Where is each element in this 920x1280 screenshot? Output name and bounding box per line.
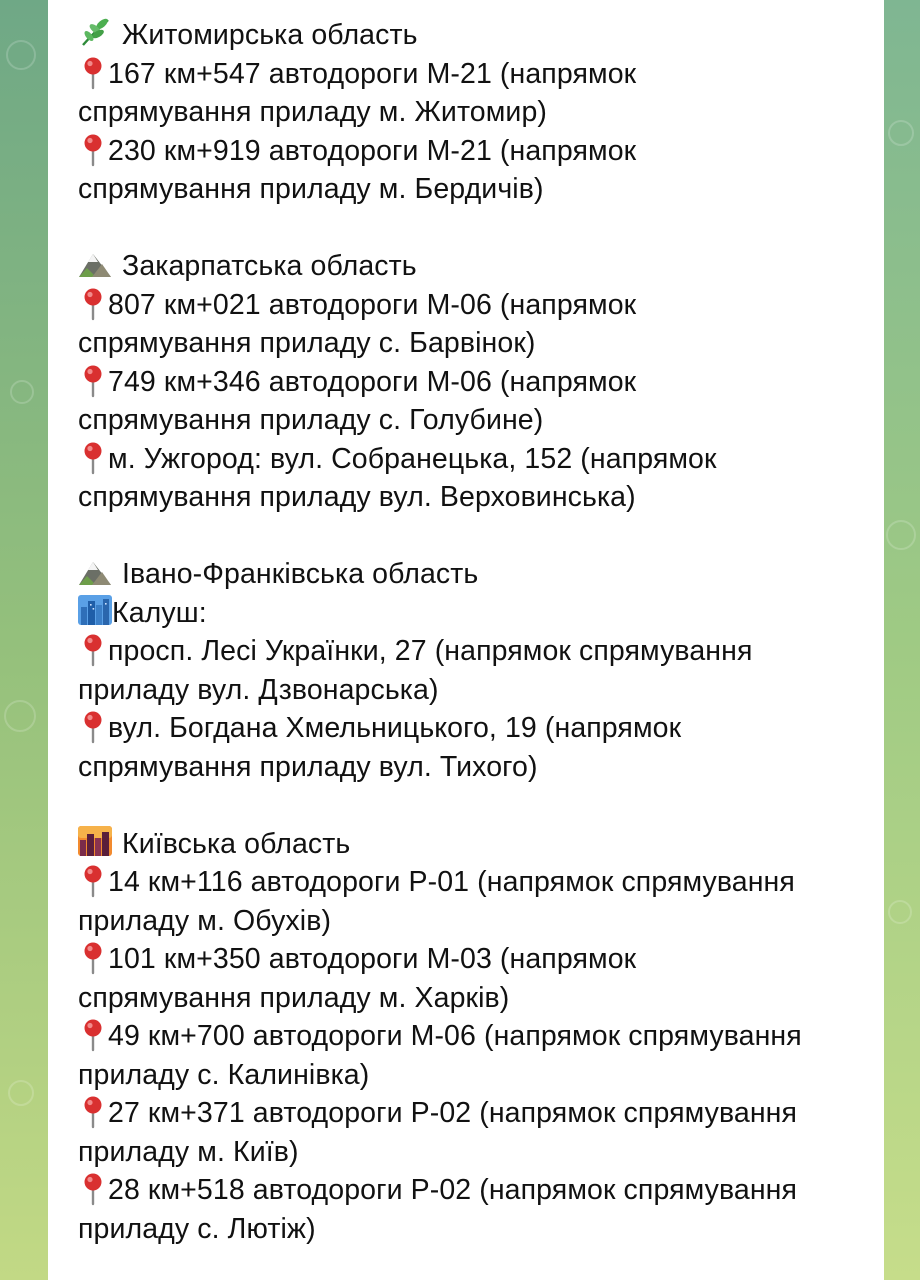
text-line xyxy=(78,1133,884,1172)
region-heading xyxy=(78,247,884,286)
text-line xyxy=(78,979,884,1018)
region-heading xyxy=(78,16,884,55)
round-pushpin-icon xyxy=(78,1172,108,1202)
wallpaper-doodle xyxy=(886,520,916,550)
line-text: 14 км+116 автодороги Р-01 (напрямок спрямування xyxy=(108,866,795,898)
text-line xyxy=(78,93,884,132)
region-section xyxy=(78,555,884,786)
camera-location-item xyxy=(78,863,884,902)
text-line xyxy=(78,671,884,710)
wallpaper-doodle xyxy=(6,40,36,70)
mountain-icon xyxy=(78,248,112,278)
camera-location-item xyxy=(78,132,884,171)
line-text: 49 км+700 автодороги М-06 (напрямок спрямування xyxy=(108,1020,802,1052)
camera-location-item xyxy=(78,709,884,748)
wallpaper-doodle xyxy=(8,1080,34,1106)
region-heading xyxy=(78,825,884,864)
region-section xyxy=(78,825,884,1249)
line-text: м. Ужгород: вул. Собранецька, 152 (напрямок xyxy=(108,442,717,475)
camera-location-item xyxy=(78,286,884,325)
line-text: Калуш: xyxy=(112,596,207,629)
round-pushpin-icon xyxy=(78,941,108,971)
region-section xyxy=(78,247,884,517)
region-title: Київська область xyxy=(122,827,351,860)
wallpaper-doodle xyxy=(10,380,34,404)
round-pushpin-icon xyxy=(78,633,108,663)
text-line xyxy=(78,902,884,941)
herb-icon xyxy=(78,17,112,47)
text-line xyxy=(78,1210,884,1249)
chat-wallpaper-right xyxy=(884,0,920,1280)
line-text: спрямування приладу с. Барвінок) xyxy=(78,327,536,359)
line-text: 230 км+919 автодороги М-21 (напрямок xyxy=(108,134,637,167)
round-pushpin-icon xyxy=(78,133,108,163)
text-line xyxy=(78,478,884,517)
line-text: спрямування приладу м. Бердичів) xyxy=(78,173,544,205)
line-text: вул. Богдана Хмельницького, 19 (напрямок xyxy=(108,712,682,744)
line-text: просп. Лесі Українки, 27 (напрямок спрямування xyxy=(108,635,753,667)
line-text: приладу м. Обухів) xyxy=(78,904,332,937)
region-title: Закарпатська область xyxy=(122,250,417,282)
line-text: 27 км+371 автодороги Р-02 (напрямок спрямування xyxy=(108,1097,798,1129)
camera-location-item xyxy=(78,55,884,94)
region-title: Івано-Франківська область xyxy=(122,558,479,590)
camera-location-item xyxy=(78,1017,884,1056)
camera-location-item xyxy=(78,1171,884,1210)
city-sunset-icon xyxy=(78,826,112,856)
text-line xyxy=(78,401,884,440)
line-text: спрямування приладу м. Харків) xyxy=(78,981,510,1014)
round-pushpin-icon xyxy=(78,56,108,86)
line-text: приладу с. Лютіж) xyxy=(78,1212,316,1245)
wallpaper-doodle xyxy=(888,900,912,924)
camera-location-item xyxy=(78,440,884,479)
line-text: 807 км+021 автодороги М-06 (напрямок xyxy=(108,288,637,321)
region-title: Житомирська область xyxy=(122,19,418,51)
text-line xyxy=(78,594,884,633)
line-text: приладу вул. Дзвонарська) xyxy=(78,673,439,706)
text-line xyxy=(78,170,884,209)
round-pushpin-icon xyxy=(78,1095,108,1125)
mountain-icon xyxy=(78,556,112,586)
line-text: 167 км+547 автодороги М-21 (напрямок xyxy=(108,57,637,90)
region-heading xyxy=(78,555,884,594)
line-text: спрямування приладу м. Житомир) xyxy=(78,96,547,128)
camera-location-item xyxy=(78,940,884,979)
text-line xyxy=(78,1056,884,1095)
line-text: приладу м. Київ) xyxy=(78,1135,299,1168)
line-text: 749 км+346 автодороги М-06 (напрямок xyxy=(108,365,637,398)
round-pushpin-icon xyxy=(78,287,108,317)
round-pushpin-icon xyxy=(78,364,108,394)
line-text: 28 км+518 автодороги Р-02 (напрямок спрямування xyxy=(108,1174,798,1206)
text-line xyxy=(78,748,884,787)
camera-location-item xyxy=(78,632,884,671)
text-line xyxy=(78,324,884,363)
line-text: приладу с. Калинівка) xyxy=(78,1058,370,1091)
camera-location-item xyxy=(78,1094,884,1133)
camera-location-item xyxy=(78,363,884,402)
region-section xyxy=(78,16,884,209)
wallpaper-doodle xyxy=(4,700,36,732)
round-pushpin-icon xyxy=(78,441,108,471)
message-bubble[interactable] xyxy=(48,0,884,1280)
line-text: спрямування приладу вул. Тихого) xyxy=(78,750,538,783)
round-pushpin-icon xyxy=(78,864,108,894)
wallpaper-doodle xyxy=(888,120,914,146)
round-pushpin-icon xyxy=(78,710,108,740)
line-text: спрямування приладу вул. Верховинська) xyxy=(78,481,636,513)
cityscape-icon xyxy=(78,595,112,625)
round-pushpin-icon xyxy=(78,1018,108,1048)
line-text: спрямування приладу с. Голубине) xyxy=(78,404,544,436)
line-text: 101 км+350 автодороги М-03 (напрямок xyxy=(108,943,637,975)
